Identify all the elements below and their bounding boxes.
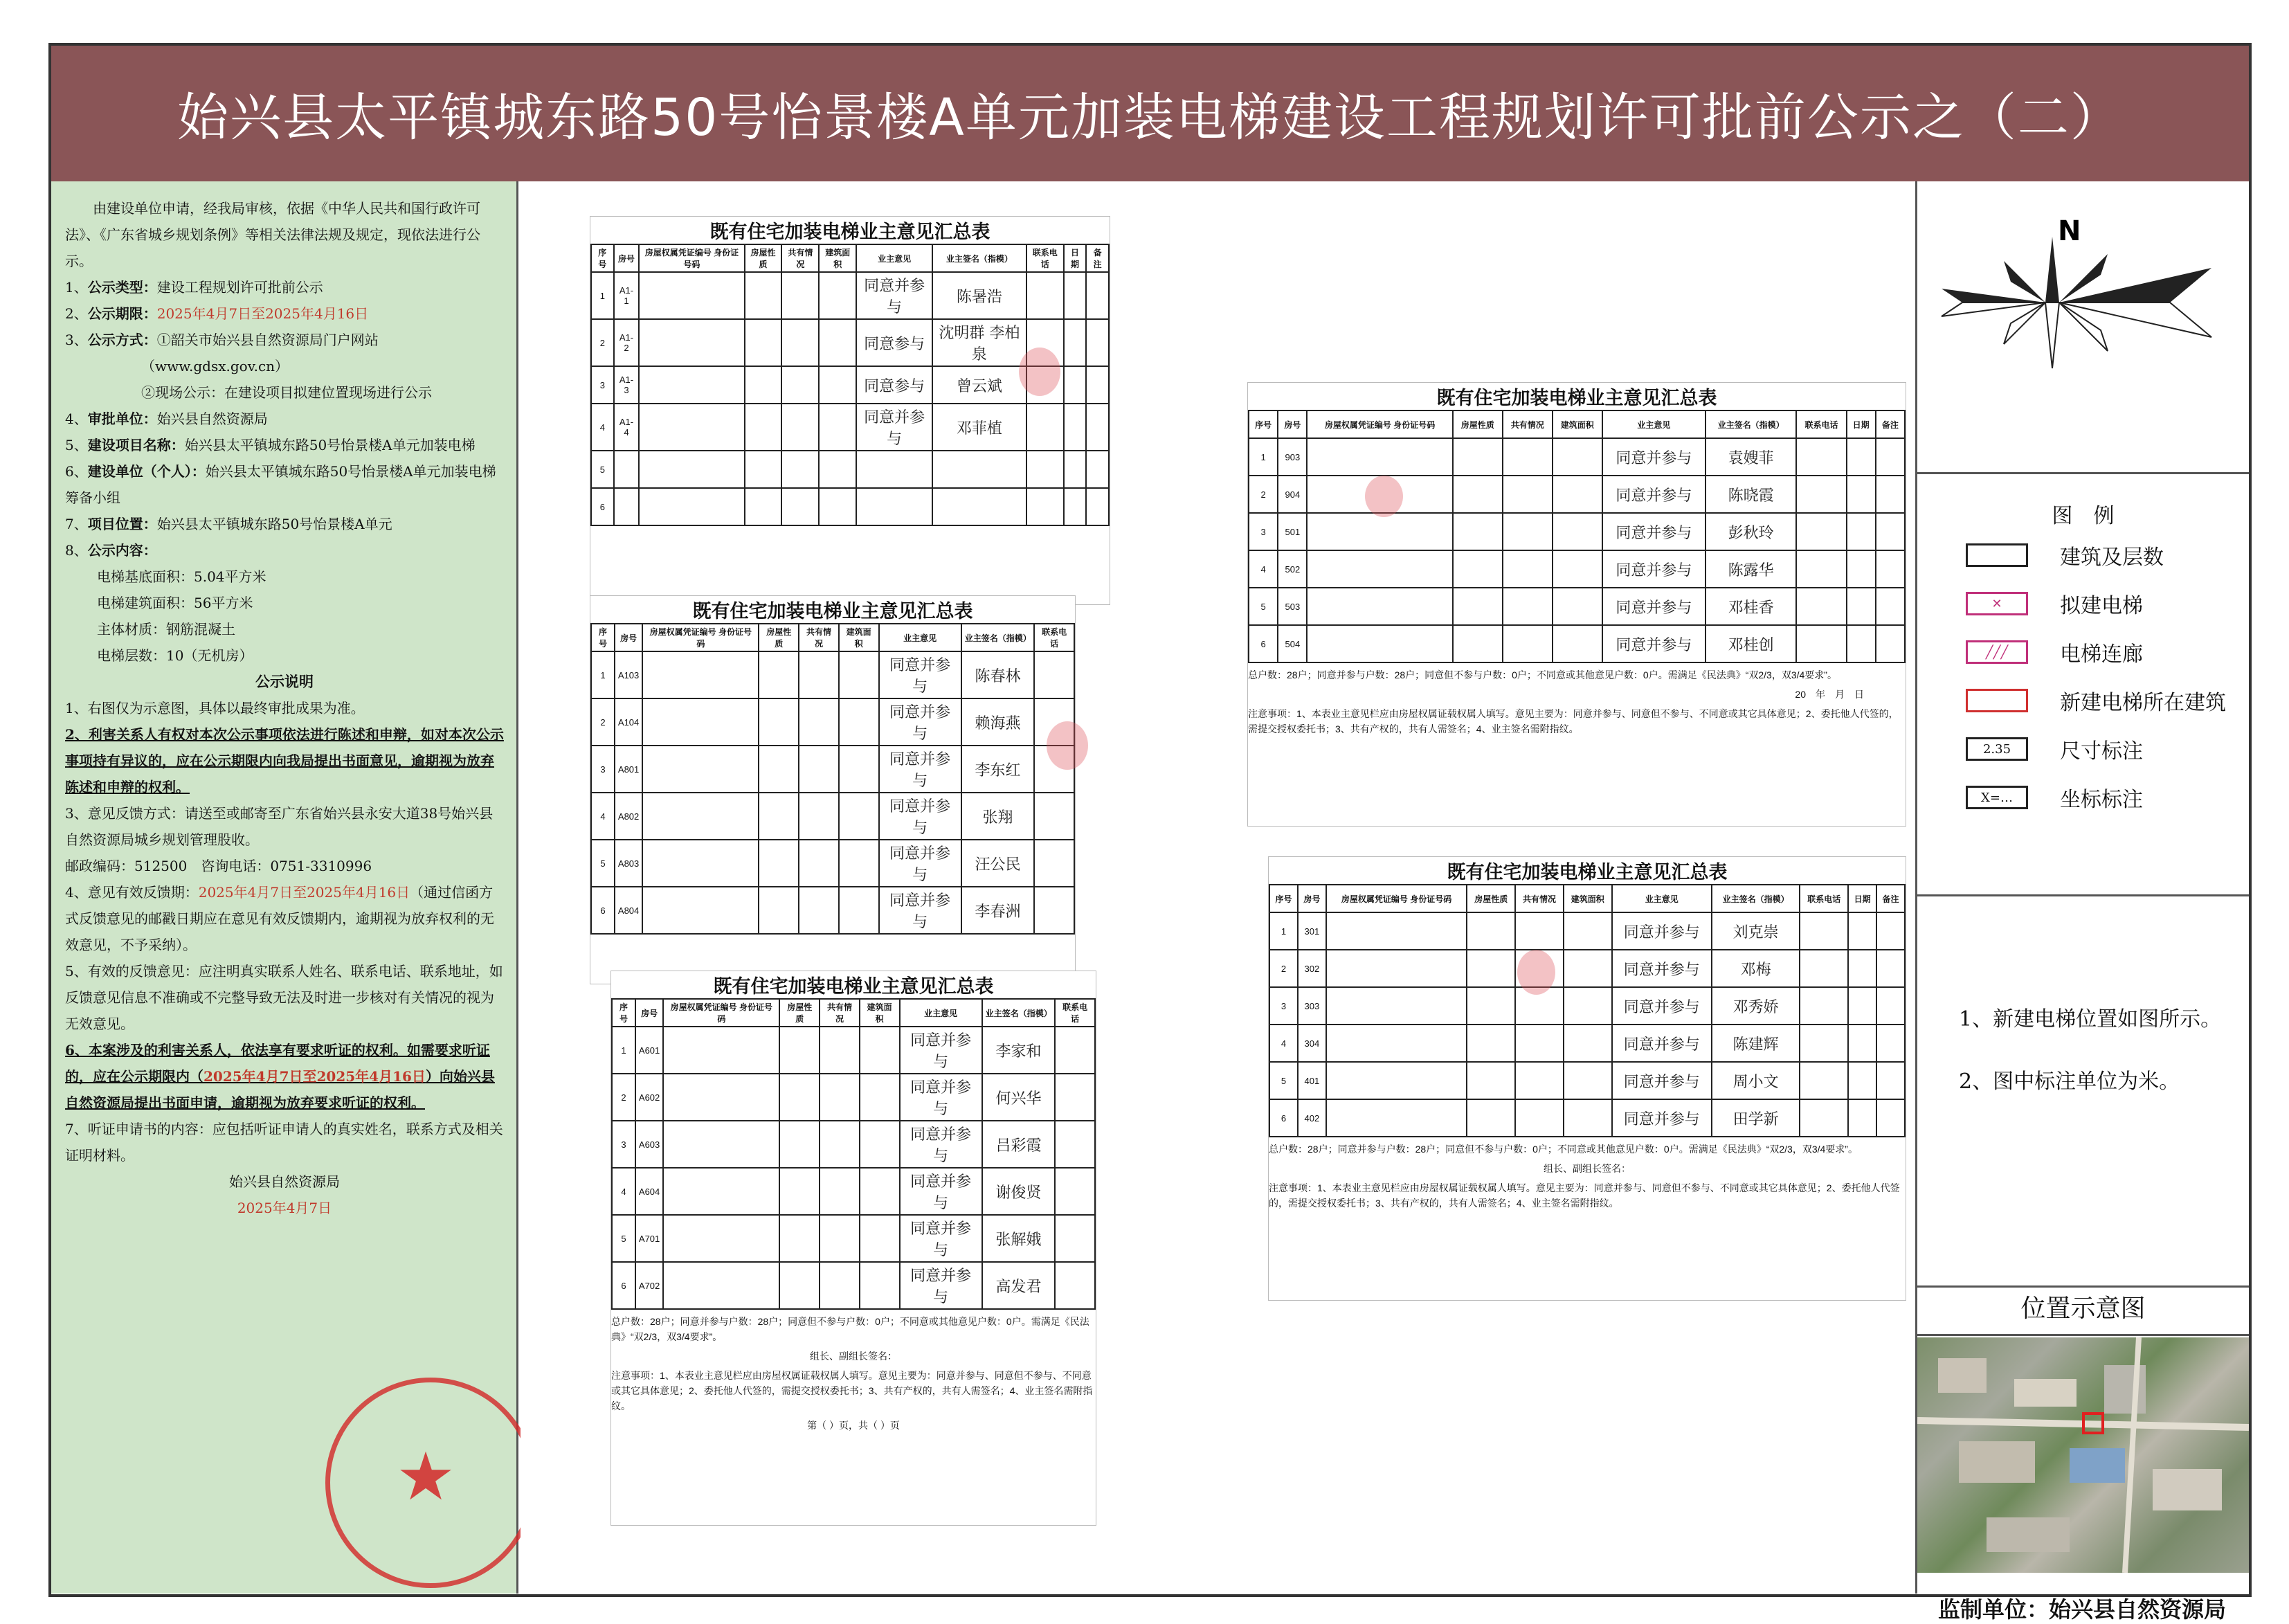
table-row: 6 A804 同意并参与 李春洲 — [591, 887, 1074, 934]
table-row: 2 A602 同意并参与 何兴华 — [612, 1074, 1095, 1121]
notice-7: 7、听证申请书的内容：应包括听证申请人的真实姓名，联系方式及相关证明材料。 — [65, 1121, 503, 1164]
table-row: 1 A1-1 同意并参与 陈暑浩 — [591, 272, 1109, 319]
notice-3b: 邮政编码：512500 咨询电话：0751-3310996 — [65, 858, 372, 874]
legend-item-host-building: 新建电梯所在建筑 — [1966, 687, 2226, 714]
survey-table: 序号 房号 房屋权属凭证编号 身份证号码 房屋性质 共有情况 建筑面积 业主意见 业主签名（指模） 联系电话 1 A103 同意并参与 陈春林 2 A104 同意并参与 赖海燕 3 A801 同意并参与 李东红 4 A802 同意并参与 张翔 5 A803 同意并参与 汪公民 6 A804 同意并参与 李春洲 — [590, 623, 1075, 935]
notice-5: 5、有效的反馈意见：应注明真实联系人姓名、联系电话、联系地址，如反馈意见信息不准确或不完整导致无法及时进一步核对有关情况的视为无效意见。 — [65, 963, 503, 1032]
fingerprint-icon — [1517, 950, 1555, 995]
summary-line: 总户数：28户；同意并参与户数：28户；同意但不参与户数：0户；不同意或其他意见户数：0户。需满足《民法典》“双2/3，双3/4要求”。 — [1269, 1144, 1858, 1155]
table-row: 3 A603 同意并参与 吕彩霞 — [612, 1121, 1095, 1168]
location-title: 位置示意图 — [2020, 1294, 2146, 1323]
table-row: 4 A604 同意并参与 谢俊贤 — [612, 1168, 1095, 1215]
col-header: 房屋性质 — [745, 244, 782, 272]
col-header: 备注 — [1086, 244, 1109, 272]
table-row: 4 A802 同意并参与 张翔 — [591, 793, 1074, 840]
survey-table: 序号 房号 房屋权属凭证编号 身份证号码 房屋性质 共有情况 建筑面积 业主意见 业主签名（指模） 联系电话 日期 备注 1 903 同意并参与 袁嫂菲 2 904 同意并参与 陈晓霞 3 501 同意并参与 彭秋玲 4 502 同意并参与 陈露华 5 503 同意并参与 邓桂香 6 504 同意并参与 邓桂创 — [1248, 410, 1906, 663]
title-bar — [51, 46, 2249, 181]
col-header: 建筑面积 — [819, 244, 856, 272]
table-row: 6 A702 同意并参与 高发君 — [612, 1262, 1095, 1309]
survey-sheet-4 — [1247, 382, 1906, 827]
dimension-icon: 2.35 — [1966, 737, 2028, 761]
spec-3: 主体材质：钢筋混凝土 — [97, 621, 235, 638]
sheet-title: 既有住宅加装电梯业主意见汇总表 — [709, 222, 990, 243]
table-row: 3 501 同意并参与 彭秋玲 — [1249, 513, 1905, 550]
location-map — [1917, 1337, 2249, 1573]
leader-line: 组长、副组长签名： — [810, 1351, 897, 1362]
summary-line: 总户数：28户；同意并参与户数：28户；同意但不参与户数：0户；不同意或其他意见户数：0户。需满足《民法典》“双2/3，双3/4要求”。 — [1248, 669, 1837, 680]
legend-item-corridor: ╱╱╱ 电梯连廊 — [1966, 638, 2143, 666]
table-row: 4 A1-4 同意并参与 邓菲植 — [591, 404, 1109, 451]
item-8: 8、公示内容： — [65, 542, 157, 559]
fingerprint-icon — [1047, 721, 1088, 770]
col-header: 联系电话 — [1026, 244, 1064, 272]
table-row: 6 402 同意并参与 田学新 — [1269, 1099, 1905, 1137]
table-row: 5 401 同意并参与 周小文 — [1269, 1062, 1905, 1099]
table-row: 3 A801 同意并参与 李东红 — [591, 746, 1074, 793]
fingerprint-icon — [1019, 348, 1060, 396]
table-row: 3 A1-3 同意参与 曾云斌 — [591, 366, 1109, 404]
table-row: 1 301 同意并参与 刘克崇 — [1269, 912, 1905, 950]
fingerprint-icon — [1365, 476, 1403, 517]
table-row: 4 304 同意并参与 陈建辉 — [1269, 1025, 1905, 1062]
item-3: 3、公示方式：①韶关市始兴县自然资源局门户网站 — [65, 332, 379, 348]
notice-6: 6、本案涉及的利害关系人，依法享有要求听证的权利。如需要求听证的，应在公示期限内（2025年4月7日至2025年4月16日）向始兴县自然资源局提出书面申请，逾期视为放弃要求听证的权利。 — [65, 1042, 495, 1111]
survey-sheet-1 — [590, 216, 1110, 605]
page-line: 第（ ）页，共（ ）页 — [807, 1420, 900, 1431]
corridor-icon: ╱╱╱ — [1966, 640, 2028, 664]
table-row: 6 504 同意并参与 邓桂创 — [1249, 625, 1905, 662]
survey-table: 序号 房号 房屋权属凭证编号 身份证号码 房屋性质 共有情况 建筑面积 业主意见 业主签名（指模） 联系电话 1 A601 同意并参与 李家和 2 A602 同意并参与 何兴华 3 A603 同意并参与 吕彩霞 4 A604 同意并参与 谢俊贤 5 A701 同意并参与 张解娥 6 A702 同意并参与 高发君 — [611, 998, 1096, 1310]
north-label: N — [2058, 219, 2081, 247]
item-7: 7、项目位置：始兴县太平镇城东路50号怡景楼A单元 — [65, 516, 392, 532]
item-2: 2、公示期限：2025年4月7日至2025年4月16日 — [65, 305, 369, 322]
coordinate-icon: X=… — [1966, 786, 2028, 809]
col-header: 房屋权属凭证编号 身份证号码 — [639, 244, 744, 272]
spec-1: 电梯基底面积：5.04平方米 — [97, 568, 266, 585]
notes — [1959, 989, 2221, 1113]
right-panel — [1915, 181, 2249, 1594]
sheet-title: 既有住宅加装电梯业主意见汇总表 — [692, 601, 973, 622]
item-5: 5、建设项目名称：始兴县太平镇城东路50号怡景楼A单元加装电梯 — [65, 437, 476, 453]
sheet-title: 既有住宅加装电梯业主意见汇总表 — [713, 976, 994, 998]
supervisor-label: 监制单位：始兴县自然资源局 — [1938, 1596, 2227, 1623]
divider — [1917, 894, 2249, 896]
table-row: 1 903 同意并参与 袁嫂菲 — [1249, 438, 1905, 476]
left-panel — [51, 181, 518, 1594]
divider — [1917, 1334, 2249, 1336]
table-row: 1 A601 同意并参与 李家和 — [612, 1027, 1095, 1074]
col-header: 业主签名（指模） — [932, 244, 1026, 272]
notice-3a: 3、意见反馈方式：请送至或邮寄至广东省始兴县永安大道38号始兴县自然资源局城乡规划管理股收。 — [65, 805, 494, 848]
table-row: 1 A103 同意并参与 陈春林 — [591, 651, 1074, 698]
legend-item-elevator: ✕ 拟建电梯 — [1966, 590, 2143, 617]
spec-2: 电梯建筑面积：56平方米 — [97, 595, 253, 611]
page-title: 始兴县太平镇城东路50号怡景楼A单元加装电梯建设工程规划许可批前公示之（二） — [177, 88, 2123, 147]
col-header: 共有情况 — [781, 244, 819, 272]
table-row: 5 A701 同意并参与 张解娥 — [612, 1215, 1095, 1262]
note-line: 注意事项：1、本表业主意见栏应由房屋权属证载权属人填写。意见主要为：同意并参与、同意但不参与、不同意或其它具体意见；2、委托他人代签的，需提交授权委托书；3、共有产权的，共有人需签名；4、业主签名需附指纹。 — [1269, 1182, 1900, 1209]
item-1: 1、公示类型：建设工程规划许可批前公示 — [65, 279, 323, 296]
sign-date: 2025年4月7日 — [237, 1200, 332, 1216]
survey-table: 序号 房号 房屋权属凭证编号 身份证号码 房屋性质 共有情况 建筑面积 业主意见 业主签名（指模） 联系电话 日期 备注 1 301 同意并参与 刘克崇 2 302 同意并参与 邓梅 3 303 同意并参与 邓秀娇 4 304 同意并参与 陈建辉 5 401 同意并参与 周小文 6 402 同意并参与 田学新 — [1269, 884, 1906, 1137]
survey-area — [521, 181, 1915, 1594]
survey-sheet-3 — [610, 971, 1096, 1526]
note-line: 注意事项：1、本表业主意见栏应由房屋权属证载权属人填写。意见主要为：同意并参与、同意但不参与、不同意或其它具体意见；2、委托他人代签的，需提交授权委托书；3、共有产权的，共有人需签名；4、业主签名需附指纹。 — [1248, 708, 1899, 734]
table-row: 2 A104 同意并参与 赖海燕 — [591, 698, 1074, 746]
survey-sheet-5 — [1268, 856, 1906, 1301]
sheet-title: 既有住宅加装电梯业主意见汇总表 — [1447, 862, 1728, 883]
table-row: 5 — [591, 451, 1109, 488]
divider — [1917, 1285, 2249, 1288]
spec-4: 电梯层数：10（无机房） — [97, 647, 253, 664]
date-line: 20 年 月 日 — [1795, 689, 1864, 700]
legend-title: 图 例 — [2052, 504, 2115, 528]
legend-item-dimension: 2.35 尺寸标注 — [1966, 735, 2143, 763]
legend-item-coordinate: X=… 坐标标注 — [1966, 784, 2143, 811]
sheet-title: 既有住宅加装电梯业主意见汇总表 — [1436, 388, 1717, 409]
legend-item-building: 建筑及层数 — [1966, 541, 2164, 569]
signer: 始兴县自然资源局 — [229, 1173, 340, 1190]
col-header: 日期 — [1064, 244, 1087, 272]
leader-line: 组长、副组长签名： — [1544, 1163, 1631, 1174]
satellite-image — [1917, 1337, 2249, 1573]
onsite: ②现场公示：在建设项目拟建位置现场进行公示 — [141, 384, 432, 401]
note-2: 2、图中标注单位为米。 — [1959, 1070, 2180, 1094]
survey-sheet-2 — [590, 595, 1076, 984]
notice-1: 1、右图仅为示意图，具体以最终审批成果为准。 — [65, 700, 365, 716]
divider — [1917, 472, 2249, 474]
item-4: 4、审批单位：始兴县自然资源局 — [65, 410, 268, 427]
table-row: 3 303 同意并参与 邓秀娇 — [1269, 987, 1905, 1025]
table-row: 5 503 同意并参与 邓桂香 — [1249, 588, 1905, 625]
table-row: 2 904 同意并参与 陈晓霞 — [1249, 476, 1905, 513]
notice-4: 4、意见有效反馈期：2025年4月7日至2025年4月16日（通过信函方式反馈意见的邮戳日期应在意见有效反馈期内，逾期视为放弃权利的无效意见，不予采纳）。 — [65, 884, 494, 953]
elevator-icon: ✕ — [1966, 592, 2028, 615]
website: （www.gdsx.gov.cn） — [141, 358, 289, 375]
note-line: 注意事项：1、本表业主意见栏应由房屋权属证载权属人填写。意见主要为：同意并参与、同意但不参与、不同意或其它具体意见；2、委托他人代签的，需提交授权委托书；3、共有产权的，共有人需签名；4、业主签名需附指纹。 — [611, 1370, 1093, 1411]
table-row: 4 502 同意并参与 陈露华 — [1249, 550, 1905, 588]
summary-line: 总户数：28户；同意并参与户数：28户；同意但不参与户数：0户；不同意或其他意见户数：0户。需满足《民法典》“双2/3，双3/4要求”。 — [611, 1316, 1089, 1342]
intro-text: 由建设单位申请，经我局审核，依据《中华人民共和国行政许可法》、《广东省城乡规划条例》等相关法律法规及规定，现依法进行公示。 — [65, 200, 480, 269]
table-row: 6 — [591, 488, 1109, 525]
north-arrow-icon — [1935, 219, 2232, 389]
notice-title: 公示说明 — [255, 673, 314, 690]
note-1: 1、新建电梯位置如图所示。 — [1959, 1007, 2222, 1031]
table-row: 2 302 同意并参与 邓梅 — [1269, 950, 1905, 987]
host-building-icon — [1966, 689, 2028, 712]
table-row: 5 A803 同意并参与 汪公民 — [591, 840, 1074, 887]
col-header: 业主意见 — [856, 244, 932, 272]
col-header: 房号 — [614, 244, 640, 272]
notice-2: 2、利害关系人有权对本次公示事项依法进行陈述和申辩，如对本次公示事项持有异议的，应在公示期限内向我局提出书面意见，逾期视为放弃陈述和申辩的权利。 — [65, 726, 504, 795]
item-6: 6、建设单位（个人）：始兴县太平镇城东路50号怡景楼A单元加装电梯筹备小组 — [65, 463, 496, 506]
col-header: 序号 — [591, 244, 614, 272]
table-row: 2 A1-2 同意参与 沈明群 李柏泉 — [591, 319, 1109, 366]
building-icon — [1966, 543, 2028, 567]
